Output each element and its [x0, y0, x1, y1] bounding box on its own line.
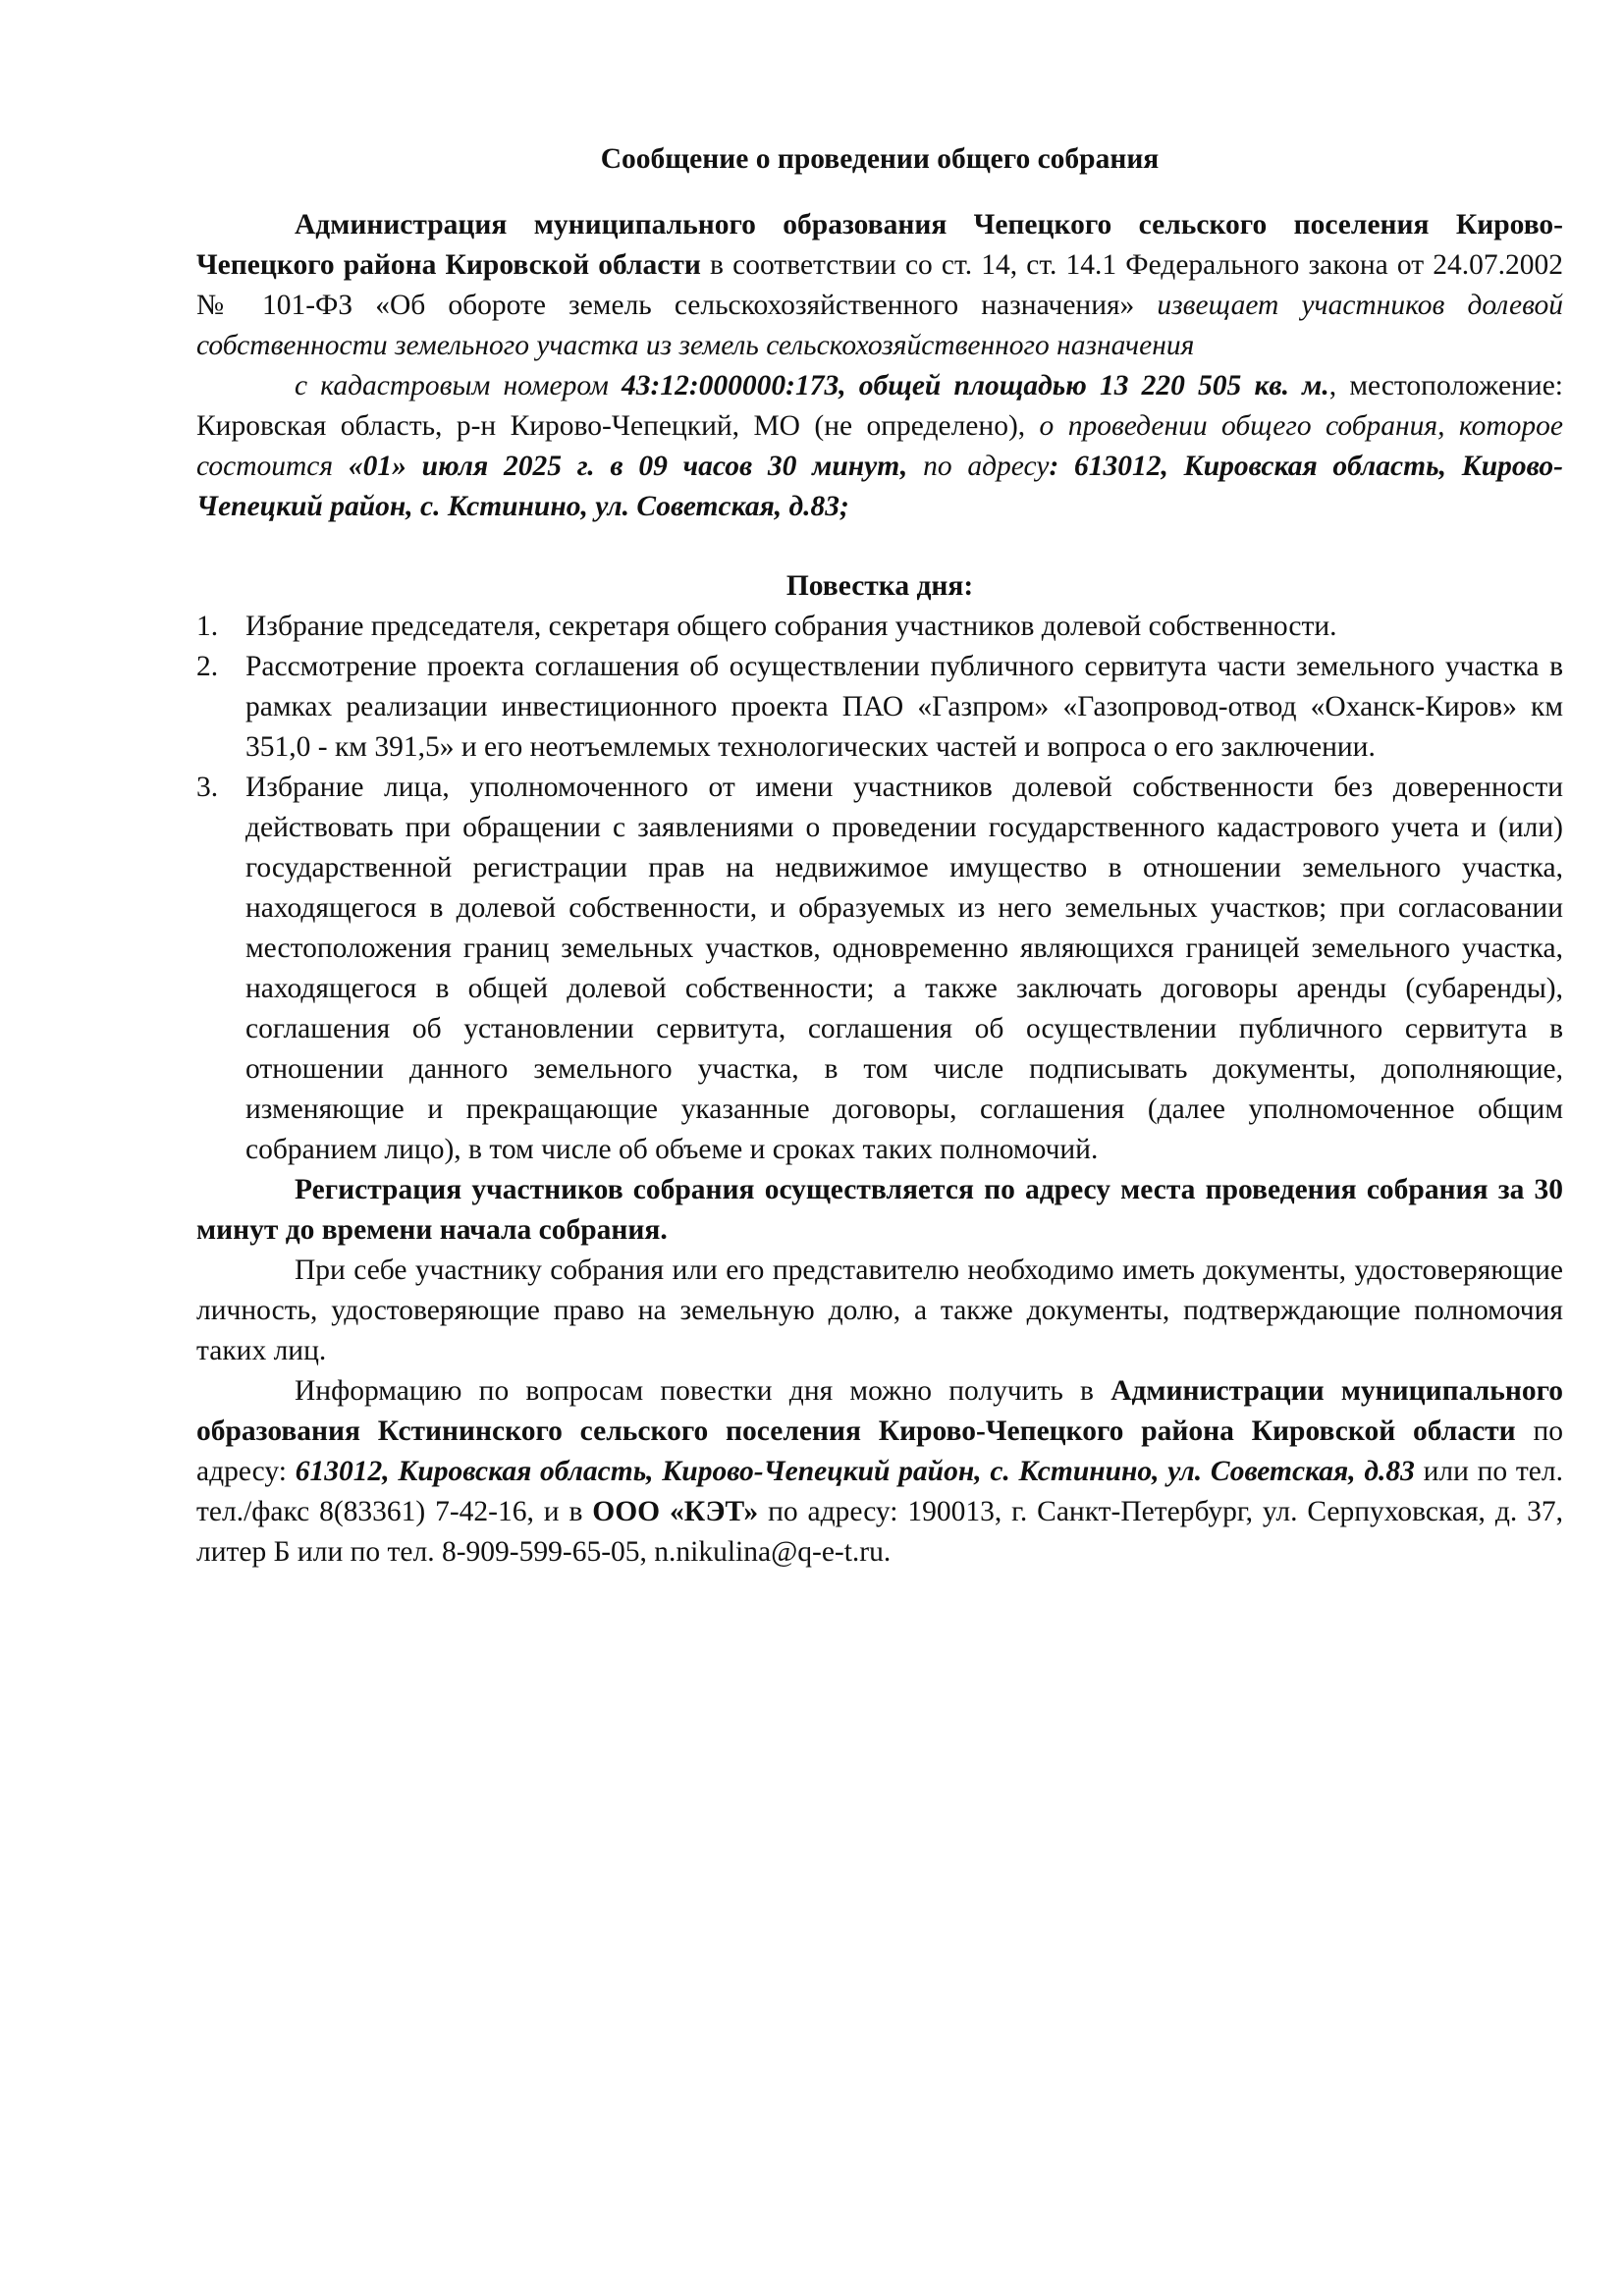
- info-prefix: Информацию по вопросам повестки дня можно получить в: [295, 1375, 1111, 1407]
- plot-location: , местоположение: Кировская область, р-н Кирово-Чепецкий, МО (не определено),: [196, 370, 1563, 442]
- agenda-item: [196, 607, 1563, 647]
- organization-name: Администрация муниципального образования Чепецкого сельского поселения Кирово-Чепецкого района Кировской области: [196, 209, 1563, 281]
- agenda-heading: Повестка дня:: [785, 570, 974, 602]
- registration-notice: Регистрация участников собрания осуществляется по адресу места проведения собрания за 30 минут до времени начала собрания.: [196, 1174, 1563, 1246]
- meeting-address: : 613012, Кировская область, Кирово-Чепецкий район, с. Кстинино, ул. Советская, д.83;: [196, 451, 1563, 522]
- administration-name: Администрации муниципального образования Кстининского сельского поселения Кирово-Чепецкого района Кировской области: [196, 1375, 1563, 1447]
- agenda-list: [196, 607, 1563, 1170]
- agenda-item-text: Рассмотрение проекта соглашения об осуществлении публичного сервитута части земельного участка в рамках реализации инвестиционного проекта ПАО «Газпром» «Газопровод-отвод «Оханск-Киров» км 351,0 - км 391,5» и его неотъемлемых технологических частей и вопроса о его заключении.: [245, 651, 1563, 763]
- meeting-intro: о проведении общего собрания, которое состоится: [196, 410, 1563, 482]
- document-body: [196, 139, 1563, 1573]
- land-plot-paragraph: [196, 366, 1563, 527]
- info-by-address: по адресу:: [196, 1415, 1564, 1487]
- intro-paragraph: [196, 205, 1563, 366]
- agenda-item-number: 2.: [196, 651, 219, 682]
- agenda-item-text: Избрание председателя, секретаря общего собрания участников долевой собственности.: [245, 611, 1337, 642]
- cadastral-prefix: с кадастровым номером: [295, 370, 623, 401]
- administration-address: 613012, Кировская область, Кирово-Чепецкий район, с. Кстинино, ул. Советская, д.83: [295, 1456, 1415, 1487]
- company-name: ООО «КЭТ»: [592, 1496, 759, 1527]
- administration-phone: или по тел. тел./факс 8(83361) 7-42-16, и в: [196, 1456, 1563, 1527]
- agenda-item-text: Избрание лица, уполномоченного от имени участников долевой собственности без доверенности действовать при обращении с заявлениями о проведении государственного кадастрового учета и (или) государственной регистрации прав на недвижимое имущество в отношении земельного участка, находящегося в долевой собственности, и образуемых из него земельных участков; при согласовании местоположения границ земельных участков, одновременно являющихся границей земельного участка, находящегося в общей долевой собственности; а также заключать договоры аренды (субаренды), соглашения об установлении сервитута, соглашения об осуществлении публичного сервитута в отношении данного земельного участка, в том числе подписывать документы, дополняющие, изменяющие и прекращающие указанные договоры, соглашения (далее уполномоченное общим собранием лицо), в том числе об объеме и сроках таких полномочий.: [245, 772, 1563, 1165]
- meeting-by-address: по адресу: [907, 451, 1050, 482]
- agenda-item-number: 3.: [196, 772, 219, 803]
- agenda-item: [196, 768, 1563, 1170]
- page-title: Сообщение о проведении общего собрания: [600, 143, 1160, 175]
- documents-note: При себе участнику собрания или его представителю необходимо иметь документы, удостоверяющие личность, удостоверяющие право на земельную долю, а также документы, подтверждающие полномочия таких лиц.: [196, 1255, 1563, 1366]
- agenda-item: [196, 647, 1563, 768]
- notice-statement: извещает участников долевой собственности земельного участка из земель сельскохозяйственного назначения: [196, 290, 1563, 361]
- legal-basis: в соответствии со ст. 14, ст. 14.1 Федерального закона от 24.07.2002 № 101-ФЗ «Об обороте земель сельскохозяйственного назначения»: [196, 249, 1563, 321]
- contact-info-paragraph: [196, 1371, 1563, 1573]
- agenda-item-number: 1.: [196, 611, 219, 642]
- cadastral-number: 43:12:000000:173, общей площадью 13 220 505 кв. м.: [622, 370, 1329, 401]
- meeting-date: «01» июля 2025 г. в 09 часов 30 минут,: [348, 451, 908, 482]
- company-contacts: по адресу: 190013, г. Санкт-Петербург, ул. Серпуховская, д. 37, литер Б или по тел. 8-909-599-65-05, n.nikulina@q-e-t.ru.: [196, 1496, 1563, 1568]
